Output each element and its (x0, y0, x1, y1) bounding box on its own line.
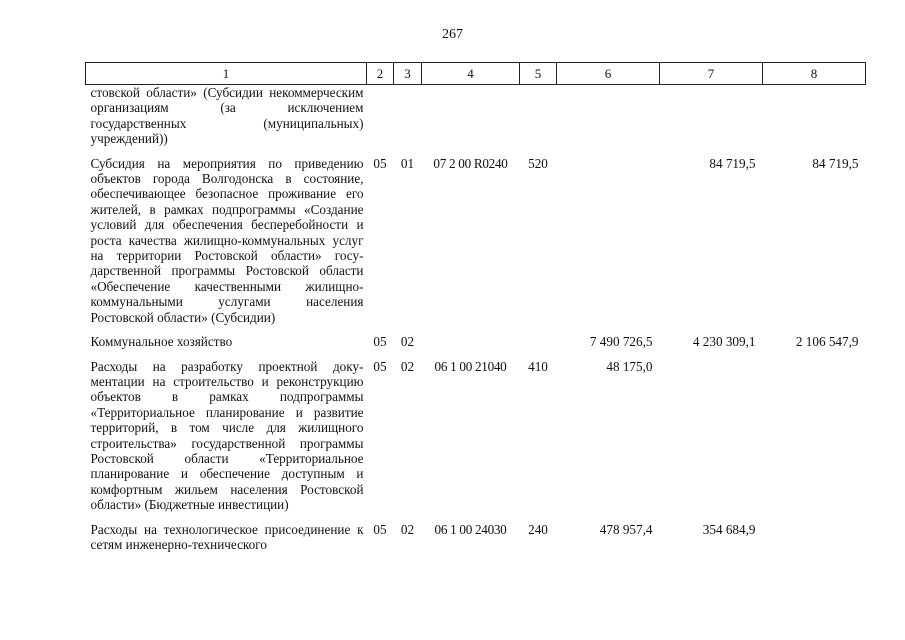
row-amount-8: 84 719,5 (812, 155, 859, 171)
row-amount-7: 4 230 309,1 (692, 334, 756, 350)
row-amount-6 (557, 156, 660, 334)
budget-table (85, 62, 866, 561)
col-header-2: 2 (367, 63, 394, 85)
table-row (86, 85, 866, 156)
col-header-6: 6 (557, 63, 660, 85)
row-description: Коммунальное хозяйство (90, 334, 233, 350)
col-header-5: 5 (520, 63, 557, 85)
col-header-1: 1 (86, 63, 367, 85)
row-amount-6 (557, 85, 660, 156)
row-description: Расходы на разработку проектной документации на строительство и реконструкцию объектов в рамках подпрограммы «Территориальное планирование и развитие территорий, в том числе для жилищного строительства» государственной программы Ростовской области «Территориальное планирование и обеспечение доступным и комфортным жильем населения Ростовской области» (Бюджетные инвестиции) (90, 358, 364, 513)
header-row (86, 63, 866, 85)
row-amount-8 (763, 522, 866, 562)
col-header-8: 8 (763, 63, 866, 85)
row-expense-type (520, 85, 557, 156)
row-amount-7: 354 684,9 (702, 521, 756, 537)
row-expense-type: 240 (528, 521, 548, 537)
row-subsection: 02 (400, 358, 415, 374)
table-row (86, 359, 866, 522)
page-number: 267 (442, 27, 463, 42)
row-expense-type: 410 (528, 358, 548, 374)
col-header-4: 4 (422, 63, 520, 85)
row-target-code: 06 1 00 21040 (434, 358, 507, 374)
row-amount-7 (660, 359, 763, 522)
row-subsection: 02 (400, 521, 415, 537)
row-amount-8: 2 106 547,9 (795, 334, 859, 350)
row-subsection (394, 85, 422, 156)
row-target-code (422, 334, 520, 358)
row-amount-8 (763, 359, 866, 522)
table-row (86, 334, 866, 358)
row-subsection: 01 (400, 155, 415, 171)
row-description: Расходы на технологическое присоединение к сетям инженерно-технического (90, 521, 364, 552)
row-amount-8 (763, 85, 866, 156)
row-section: 05 (373, 155, 387, 171)
row-amount-6: 48 175,0 (606, 358, 653, 374)
row-section: 05 (373, 334, 387, 350)
col-header-7: 7 (660, 63, 763, 85)
row-expense-type: 520 (528, 155, 548, 171)
row-amount-7: 84 719,5 (709, 155, 756, 171)
row-description: стовской области» (Субсидии некоммерческим организациям (за исключением государственных (муниципальных) учреждений)) (90, 85, 364, 147)
row-amount-6: 7 490 726,5 (589, 334, 653, 350)
row-section (367, 85, 394, 156)
row-expense-type (520, 334, 557, 358)
row-target-code: 07 2 00 R0240 (433, 155, 508, 171)
table-row (86, 156, 866, 334)
row-section: 05 (373, 358, 387, 374)
table-row (86, 522, 866, 562)
row-target-code: 06 1 00 24030 (434, 521, 507, 537)
row-section: 05 (373, 521, 387, 537)
row-amount-6: 478 957,4 (599, 521, 653, 537)
row-amount-7 (660, 85, 763, 156)
row-subsection: 02 (400, 334, 415, 350)
row-target-code (422, 85, 520, 156)
col-header-3: 3 (394, 63, 422, 85)
row-description: Субсидия на мероприятия по приведению объектов города Волгодонска в состояние, обеспечивающее безопасное проживание его жителей, в рамках подпрограммы «Создание условий для обеспечения бесперебойности и роста качества жилищно-коммунальных услуг на территории Ростовской области» государственной программы Ростовской области «Обеспечение качественными жилищно-коммунальными услугами населения Ростовской области» (Субсидии) (90, 155, 364, 325)
